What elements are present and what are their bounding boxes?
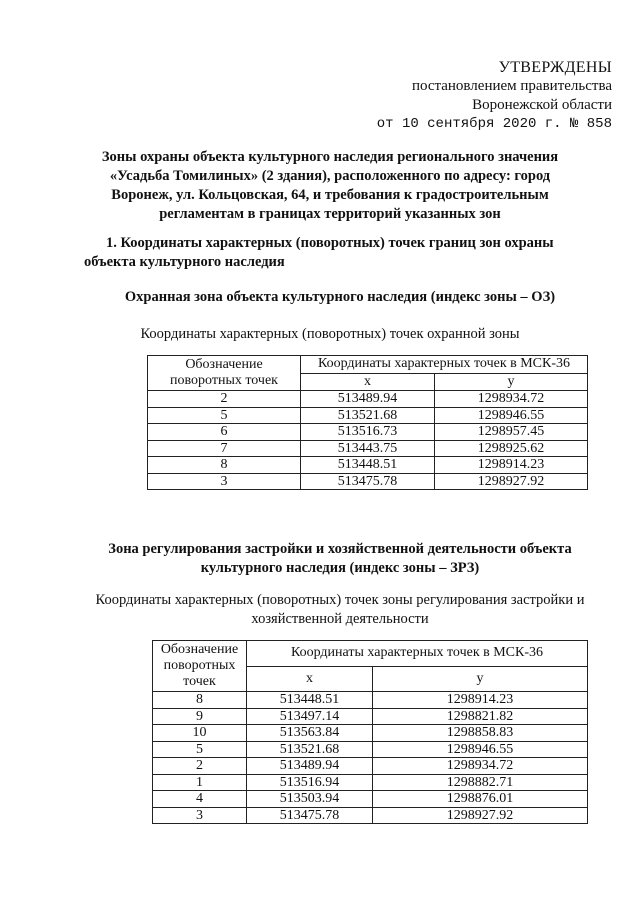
y-cell: 1298927.92 xyxy=(435,473,588,490)
y-cell: 1298876.01 xyxy=(373,791,588,808)
zone1-coordinates-table xyxy=(147,355,588,490)
x-cell: 513516.73 xyxy=(301,424,435,441)
table-row xyxy=(148,473,588,490)
point-cell: 5 xyxy=(148,407,301,424)
point-cell: 1 xyxy=(153,774,247,791)
x-cell: 513521.68 xyxy=(301,407,435,424)
table-row xyxy=(153,708,588,725)
column-header-coordinates: Координаты характерных точек в МСК-36 xyxy=(301,356,588,374)
approval-title: УТВЕРЖДЕНЫ xyxy=(498,59,612,76)
approval-date: от 10 сентября 2020 г. № 858 xyxy=(376,116,612,132)
point-cell: 7 xyxy=(148,440,301,457)
table-row xyxy=(148,457,588,474)
y-cell: 1298914.23 xyxy=(435,457,588,474)
table-row xyxy=(148,407,588,424)
x-cell: 513497.14 xyxy=(247,708,373,725)
document-title-line: Зоны охраны объекта культурного наследия регионального значения xyxy=(101,149,559,165)
y-cell: 1298882.71 xyxy=(373,774,588,791)
column-header-points: Обозначение поворотных точек xyxy=(148,356,301,391)
section-1-line-1: 1. Координаты характерных (поворотных) точек границ зон охраны xyxy=(106,235,554,251)
x-cell: 513475.78 xyxy=(247,807,373,824)
y-cell: 1298934.72 xyxy=(373,758,588,775)
column-header-x: x xyxy=(301,373,435,391)
zone1-caption: Координаты характерных (поворотных) точек охранной зоны xyxy=(140,326,520,342)
table-row xyxy=(153,758,588,775)
zone1-heading: Охранная зона объекта культурного наследия (индекс зоны – ОЗ) xyxy=(124,289,556,305)
document-title-line: «Усадьба Томилиных» (2 здания), расположенного по адресу: город xyxy=(109,168,551,184)
y-cell: 1298927.92 xyxy=(373,807,588,824)
zone2-coordinates-table xyxy=(152,640,588,824)
zone2-heading xyxy=(60,540,620,578)
column-header-x: x xyxy=(247,666,373,692)
document-title-line: регламентам в границах территорий указанных зон xyxy=(159,206,501,222)
zone2-caption xyxy=(60,591,620,629)
zone2-heading-line-1: Зона регулирования застройки и хозяйственной деятельности объекта xyxy=(108,541,572,557)
x-cell: 513443.75 xyxy=(301,440,435,457)
section-1-line-2: объекта культурного наследия xyxy=(84,254,285,270)
table-row xyxy=(153,774,588,791)
section-1-heading xyxy=(84,234,616,272)
y-cell: 1298946.55 xyxy=(435,407,588,424)
point-cell: 4 xyxy=(153,791,247,808)
table-row xyxy=(153,791,588,808)
x-cell: 513489.94 xyxy=(301,391,435,408)
approval-block xyxy=(377,58,612,134)
x-cell: 513448.51 xyxy=(247,692,373,709)
y-cell: 1298946.55 xyxy=(373,741,588,758)
point-cell: 9 xyxy=(153,708,247,725)
table-row xyxy=(148,424,588,441)
x-cell: 513516.94 xyxy=(247,774,373,791)
approval-line-1: постановлением правительства xyxy=(411,78,612,94)
point-cell: 2 xyxy=(148,391,301,408)
x-cell: 513503.94 xyxy=(247,791,373,808)
x-cell: 513489.94 xyxy=(247,758,373,775)
x-cell: 513475.78 xyxy=(301,473,435,490)
table-row xyxy=(153,692,588,709)
point-cell: 8 xyxy=(153,692,247,709)
zone2-heading-line-2: культурного наследия (индекс зоны – ЗРЗ) xyxy=(200,560,480,576)
point-cell: 6 xyxy=(148,424,301,441)
column-header-y: y xyxy=(435,373,588,391)
x-cell: 513521.68 xyxy=(247,741,373,758)
point-cell: 3 xyxy=(148,473,301,490)
point-cell: 5 xyxy=(153,741,247,758)
zone2-caption-line-1: Координаты характерных (поворотных) точек зоны регулирования застройки и xyxy=(95,592,585,608)
point-cell: 10 xyxy=(153,725,247,742)
document-title-line: Воронеж, ул. Кольцовская, 64, и требования к градостроительным xyxy=(111,187,549,203)
point-cell: 8 xyxy=(148,457,301,474)
table-row xyxy=(148,391,588,408)
zone2-caption-line-2: хозяйственной деятельности xyxy=(251,611,429,627)
y-cell: 1298858.83 xyxy=(373,725,588,742)
x-cell: 513563.84 xyxy=(247,725,373,742)
table-row xyxy=(153,725,588,742)
column-header-coordinates: Координаты характерных точек в МСК-36 xyxy=(247,641,588,667)
approval-line-2: Воронежской области xyxy=(472,97,612,113)
point-cell: 2 xyxy=(153,758,247,775)
y-cell: 1298914.23 xyxy=(373,692,588,709)
column-header-y: y xyxy=(373,666,588,692)
y-cell: 1298821.82 xyxy=(373,708,588,725)
column-header-points: Обозначение поворотных точек xyxy=(153,641,247,692)
y-cell: 1298925.62 xyxy=(435,440,588,457)
table-row xyxy=(148,440,588,457)
y-cell: 1298934.72 xyxy=(435,391,588,408)
table-row xyxy=(153,807,588,824)
x-cell: 513448.51 xyxy=(301,457,435,474)
point-cell: 3 xyxy=(153,807,247,824)
document-title xyxy=(60,148,600,224)
table-row xyxy=(153,741,588,758)
y-cell: 1298957.45 xyxy=(435,424,588,441)
